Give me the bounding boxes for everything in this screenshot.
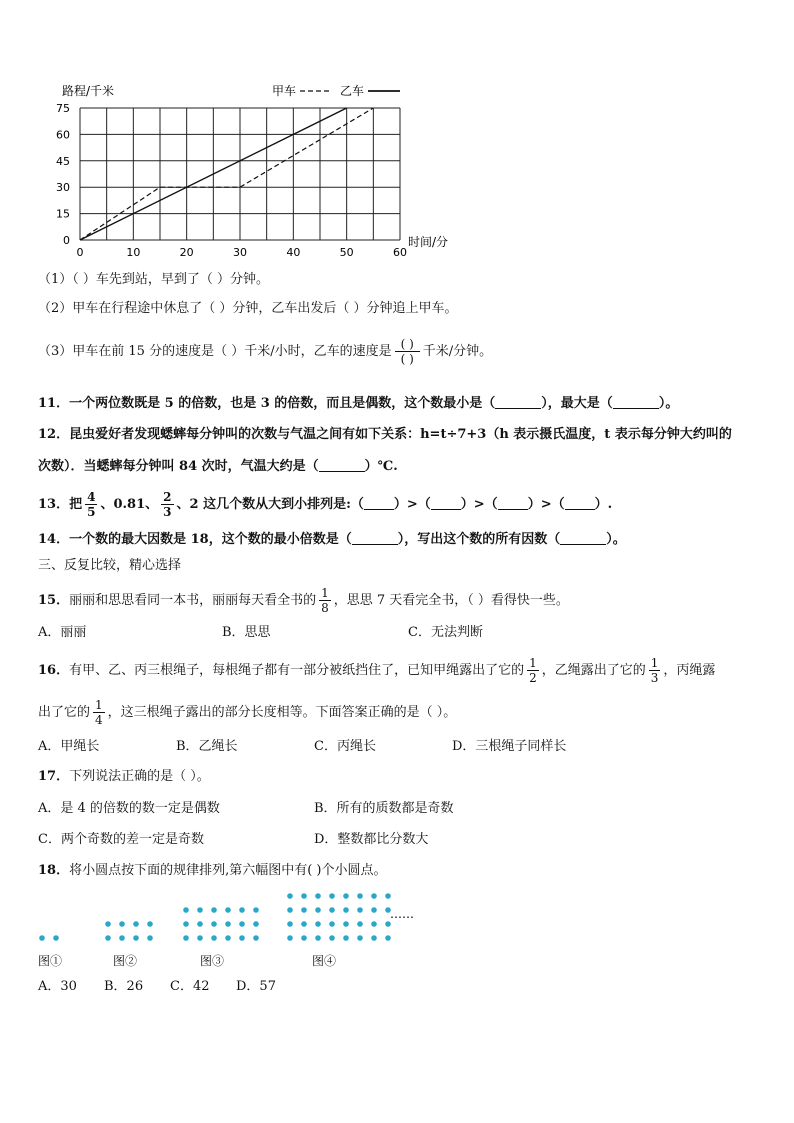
pattern-dot [225, 907, 231, 913]
pattern-dot [133, 921, 139, 927]
q10-part3-text: （3）甲车在前 15 分的速度是（ ）千米/小时，乙车的速度是 [38, 344, 392, 359]
question-12-line1: 12．昆虫爱好者发现蟋蟀每分钟叫的次数与气温之间有如下关系：h=t÷7+3（h 表示摄氏温度，t 表示每分钟大约叫的 [38, 427, 732, 442]
answer-blank[interactable] [560, 530, 606, 545]
pattern-dot [315, 893, 321, 899]
x-axis-label: 时间/分 [408, 235, 449, 249]
q15-option-a[interactable]: A．丽丽 [38, 625, 87, 640]
fraction: $\frac{1}{4}$ [95, 698, 103, 727]
question-16-line2: 出了它的 $\frac{1}{4}$ ，这三根绳子露出的部分长度相等。下面答案正确的是（ ）。 [38, 698, 457, 727]
pattern-dot [239, 907, 245, 913]
pattern-dot [119, 935, 125, 941]
pattern-dot [183, 935, 189, 941]
fraction: $\frac{1}{2}$ [529, 656, 537, 685]
answer-blank[interactable] [565, 495, 595, 510]
q16-option-c[interactable]: C．丙绳长 [314, 739, 376, 754]
x-tick-label: 60 [393, 246, 407, 259]
pattern-dot [329, 907, 335, 913]
pattern-dot [301, 907, 307, 913]
q16-option-d[interactable]: D．三根绳子同样长 [452, 739, 567, 754]
answer-blank[interactable] [613, 394, 659, 409]
fraction: $\frac{4}{5}$ [87, 490, 96, 519]
pattern-dot [371, 893, 377, 899]
pattern-dot [211, 935, 217, 941]
pattern-dot [315, 907, 321, 913]
fraction: $\frac{2}{3}$ [163, 490, 172, 519]
q17-option-b[interactable]: B．所有的质数都是奇数 [314, 801, 454, 816]
section-3-heading: 三、反复比较，精心选择 [38, 558, 182, 573]
pattern-dot [343, 893, 349, 899]
pattern-dot [315, 921, 321, 927]
question-17: 17．下列说法正确的是（ ）。 [38, 769, 210, 784]
pattern-dot [315, 935, 321, 941]
y-tick-label: 15 [56, 207, 70, 221]
pattern-dot [301, 935, 307, 941]
q15-option-b[interactable]: B．思思 [222, 625, 271, 640]
pattern-dot [53, 935, 59, 941]
pattern-dot [211, 907, 217, 913]
pattern-dot [211, 921, 217, 927]
pattern-dot [371, 907, 377, 913]
q18-option-b[interactable]: B．26 [104, 979, 144, 994]
pattern-dot [329, 893, 335, 899]
pattern-dot [287, 935, 293, 941]
q10-part3-unit: 千米/分钟。 [422, 344, 493, 359]
pattern-dot [225, 935, 231, 941]
answer-blank[interactable] [352, 530, 398, 545]
figure-caption-4: 图④ [312, 954, 337, 968]
fraction: $\frac{1}{3}$ [650, 656, 659, 685]
y-tick-label: 60 [56, 128, 70, 142]
distance-time-chart [0, 0, 794, 270]
pattern-dot [147, 921, 153, 927]
answer-blank[interactable] [319, 457, 365, 472]
question-13: 13．把 $\frac{4}{5}$ 、0.81、 $\frac{2}{3}$ 、2 这几个数从大到小排列是:（ ）>（ ）>（ ）>（ ）. [38, 490, 613, 519]
chart-series [80, 108, 373, 240]
pattern-dot [287, 921, 293, 927]
fraction: $\frac{1}{8}$ [321, 586, 329, 615]
q15-option-c[interactable]: C．无法判断 [408, 625, 483, 640]
pattern-dot [253, 935, 259, 941]
x-tick-label: 50 [339, 246, 354, 259]
pattern-dot [39, 935, 45, 941]
answer-blank[interactable] [495, 394, 541, 409]
pattern-dot [357, 893, 363, 899]
q10-part3 [38, 337, 492, 366]
pattern-dot [357, 921, 363, 927]
answer-blank[interactable] [498, 495, 528, 510]
pattern-dot [371, 935, 377, 941]
pattern-dot [119, 921, 125, 927]
pattern-dot [253, 907, 259, 913]
pattern-dot [133, 935, 139, 941]
question-16-line1: 16．有甲、乙、丙三根绳子，每根绳子都有一部分被纸挡住了，已知甲绳露出了它的 $\frac{1}{2}$ ，乙绳露出了它的 $\frac{1}{3}$ ，丙绳露 [38, 656, 716, 685]
question-14: 14．一个数的最大因数是 18，这个数的最小倍数是（ ），写出这个数的所有因数（ ）。 [38, 532, 626, 547]
y-tick-label: 0 [63, 234, 70, 247]
question-11: 11．一个两位数既是 5 的倍数，也是 3 的倍数，而且是偶数，这个数最小是（ ），最大是（ ）。 [38, 396, 679, 411]
pattern-dot [239, 935, 245, 941]
y-axis-label: 路程/千米 [62, 84, 115, 98]
pattern-dot [287, 893, 293, 899]
pattern-dot [301, 893, 307, 899]
pattern-dot [197, 935, 203, 941]
y-tick-label: 75 [56, 102, 70, 115]
q16-option-a[interactable]: A．甲绳长 [38, 739, 100, 754]
pattern-dot [197, 921, 203, 927]
q10-part2: （2）甲车在行程途中休息了（ ）分钟，乙车出发后（ ）分钟追上甲车。 [38, 301, 458, 316]
pattern-dot [357, 907, 363, 913]
figure-caption-2: 图② [113, 954, 138, 968]
q10-part1: （1）（ ）车先到站，早到了（ ）分钟。 [38, 272, 270, 287]
figure-caption-3: 图③ [200, 954, 225, 968]
pattern-ellipsis: …… [390, 907, 414, 921]
q18-option-c[interactable]: C．42 [170, 979, 210, 994]
pattern-dot [287, 907, 293, 913]
legend-label-jia: 甲车 [272, 84, 297, 98]
pattern-dot [183, 907, 189, 913]
x-tick-label: 20 [179, 246, 194, 259]
pattern-dot [105, 921, 111, 927]
q18-option-d[interactable]: D．57 [236, 979, 276, 994]
q10-answer-fraction: $\frac{( )}{( )}$ [395, 337, 420, 366]
question-18: 18．将小圆点按下面的规律排列,第六幅图中有( )个小圆点。 [38, 863, 387, 878]
x-tick-label: 40 [286, 246, 301, 259]
dot-pattern-figure [0, 880, 794, 950]
y-tick-label: 45 [56, 154, 70, 168]
y-tick-label: 30 [56, 181, 70, 195]
legend-label-yi: 乙车 [340, 84, 365, 98]
chart-ticks [56, 102, 407, 259]
question-15: 15．丽丽和思思看同一本书，丽丽每天看全书的 $\frac{1}{8}$ ，思思 7 天看完全书，（ ）看得快一些。 [38, 586, 569, 615]
pattern-dot [385, 893, 391, 899]
q16-option-b[interactable]: B．乙绳长 [176, 739, 238, 754]
pattern-dot [385, 935, 391, 941]
answer-blank[interactable] [364, 495, 394, 510]
chart-grid [80, 108, 400, 240]
x-tick-label: 0 [76, 246, 84, 259]
pattern-dot [385, 921, 391, 927]
pattern-dot [253, 921, 259, 927]
pattern-dot [301, 921, 307, 927]
pattern-dot [343, 935, 349, 941]
q18-option-a[interactable]: A．30 [38, 979, 77, 994]
pattern-dot [329, 935, 335, 941]
pattern-dot [239, 921, 245, 927]
x-tick-label: 10 [126, 246, 141, 259]
pattern-dot [343, 907, 349, 913]
pattern-dot [105, 935, 111, 941]
q17-option-a[interactable]: A．是 4 的倍数的数一定是偶数 [38, 801, 220, 816]
pattern-dot [357, 935, 363, 941]
q17-option-d[interactable]: D．整数都比分数大 [314, 832, 429, 847]
figure-caption-1: 图① [38, 954, 63, 968]
series-line-jia [80, 108, 373, 240]
pattern-dot [329, 921, 335, 927]
pattern-dot [371, 921, 377, 927]
question-12-line2: 次数）．当蟋蟀每分钟叫 84 次时，气温大约是（ ）℃. [38, 459, 398, 474]
answer-blank[interactable] [431, 495, 461, 510]
pattern-dot [183, 921, 189, 927]
pattern-dot [225, 921, 231, 927]
x-tick-label: 30 [233, 246, 247, 259]
pattern-dot [147, 935, 153, 941]
pattern-dot [343, 921, 349, 927]
pattern-dot [197, 907, 203, 913]
q17-option-c[interactable]: C．两个奇数的差一定是奇数 [38, 832, 204, 847]
chart-legend [272, 84, 400, 98]
